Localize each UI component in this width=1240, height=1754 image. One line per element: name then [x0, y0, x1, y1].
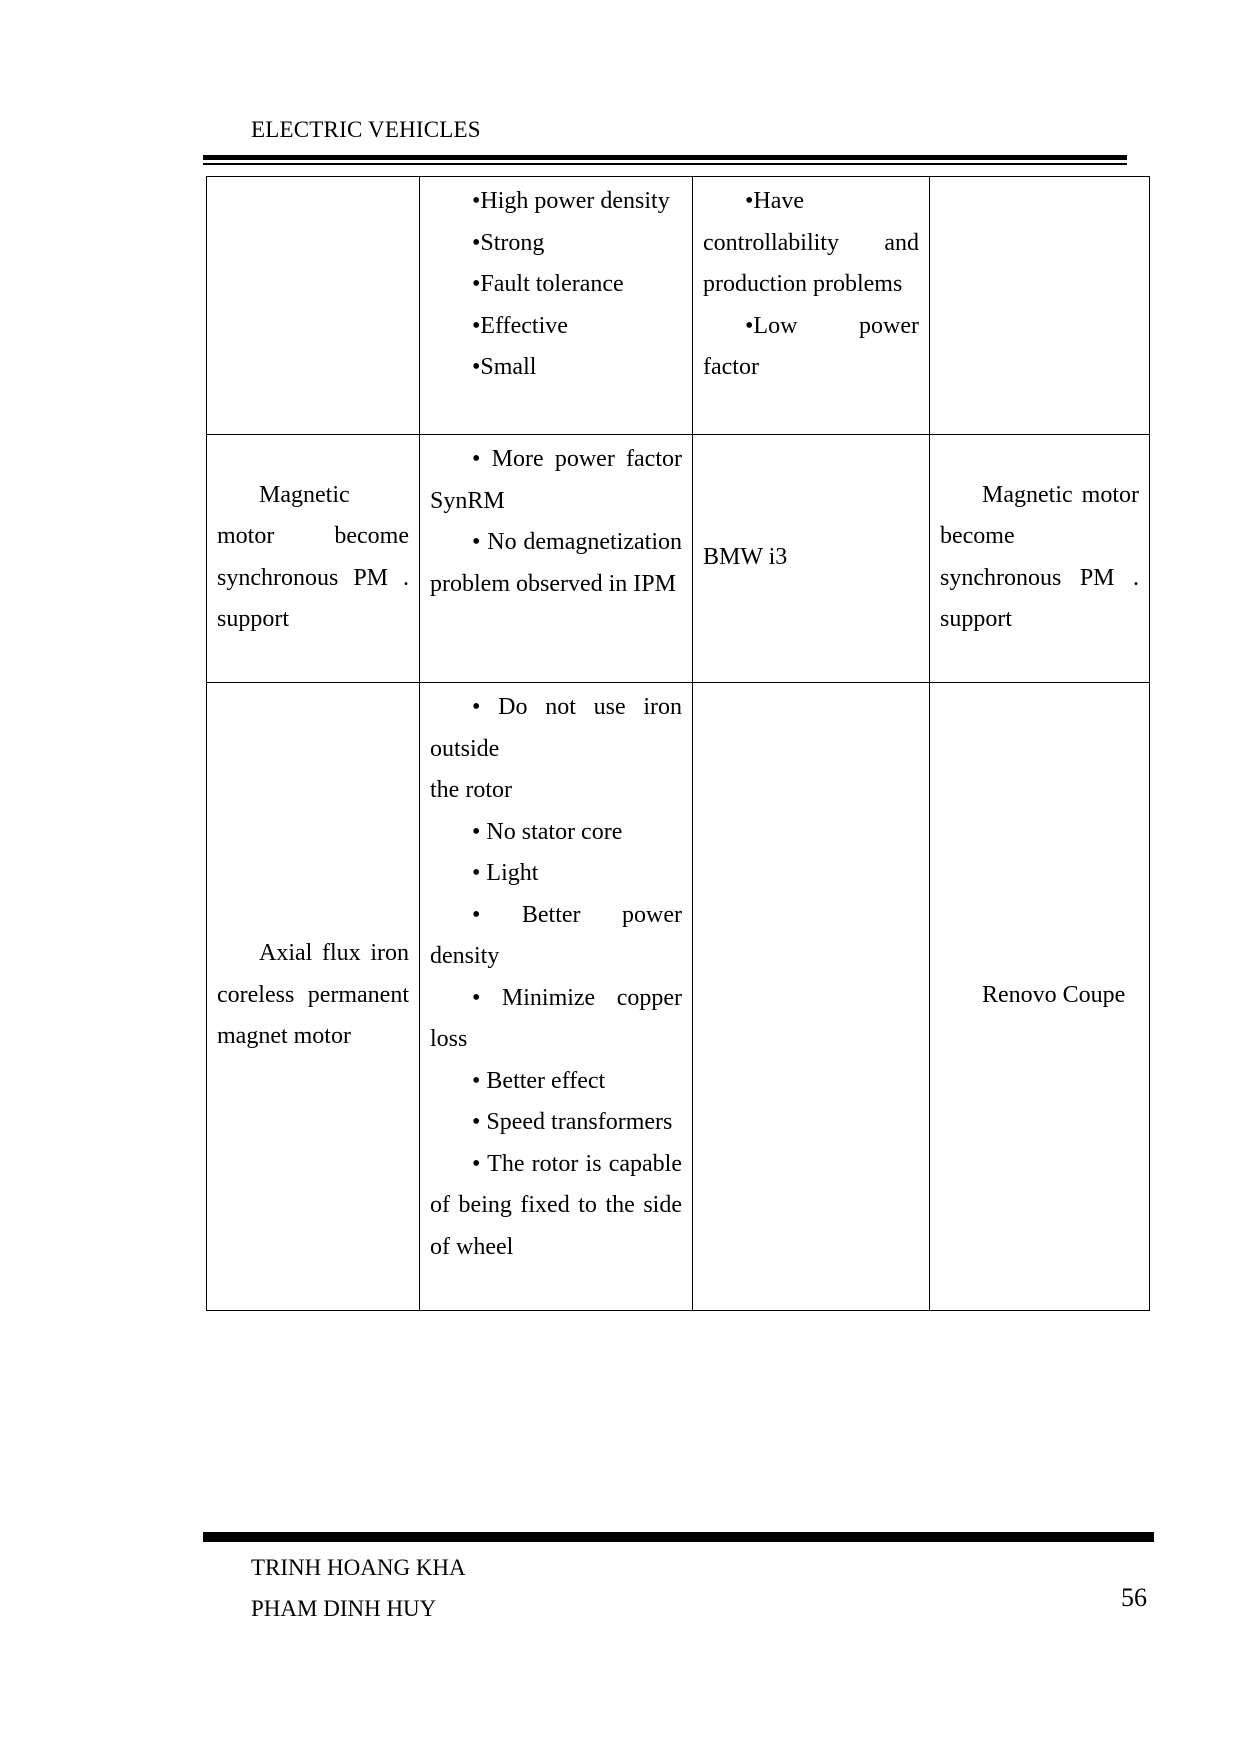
- table-cell-motor-type: [207, 435, 420, 683]
- list-item: • The rotor is capable of being fixed to the side of wheel: [430, 1150, 682, 1260]
- list-item: • Light: [472, 860, 539, 886]
- table-cell-advantages: [420, 435, 693, 683]
- list-item: • No stator core: [472, 818, 623, 845]
- table-cell-application: [930, 435, 1150, 683]
- list-item: • Do not use iron outside: [430, 694, 682, 762]
- table-cell-advantages: [420, 177, 693, 435]
- list-item: • Better power density: [430, 901, 682, 969]
- table-row: [207, 683, 1150, 1311]
- running-header-title: ELECTRIC VEHICLES: [251, 117, 481, 142]
- footer-rule: [203, 1532, 1154, 1542]
- table-cell-application: [930, 177, 1150, 435]
- header-rule-thick: [203, 155, 1127, 160]
- list-item: •High power density: [472, 188, 670, 214]
- cell-text: Renovo Coupe: [982, 981, 1126, 1008]
- list-item: • Minimize copper loss: [430, 984, 682, 1052]
- page-number: 56: [1121, 1583, 1147, 1612]
- header-rule-thin: [203, 163, 1127, 165]
- list-item: • Better effect: [472, 1067, 606, 1094]
- table-cell-disadvantages: [693, 177, 930, 435]
- cell-text: Axial flux iron coreless permanent magnet motor: [217, 940, 409, 1050]
- table-cell-disadvantages: [693, 683, 930, 1311]
- table-cell-disadvantages: [693, 435, 930, 683]
- table-row: [207, 435, 1150, 683]
- list-item: •Fault tolerance: [472, 271, 624, 297]
- list-item: •Have controllability and production problems: [703, 188, 919, 297]
- list-item: • No demagnetization problem observed in IPM: [430, 529, 682, 597]
- table-cell-advantages: [420, 683, 693, 1311]
- list-item: •Effective: [472, 312, 568, 339]
- table-cell-motor-type: [207, 683, 420, 1311]
- cell-text: Magnetic motor become synchronous PM . support: [217, 481, 409, 632]
- list-item: •Small: [472, 354, 537, 380]
- author-name: TRINH HOANG KHA: [251, 1555, 466, 1580]
- list-item: •Low power factor: [703, 312, 919, 380]
- author-name: PHAM DINH HUY: [251, 1596, 437, 1621]
- list-item: • More power factor SynRM: [430, 446, 682, 514]
- cell-text: BMW i3: [703, 543, 788, 570]
- table-cell-motor-type: [207, 177, 420, 435]
- cell-text: Magnetic motor become synchronous PM . support: [940, 481, 1139, 632]
- list-item: • Speed transformers: [472, 1109, 673, 1135]
- table-cell-application: [930, 683, 1150, 1311]
- list-item: the rotor: [430, 777, 512, 803]
- list-item: •Strong: [472, 229, 545, 256]
- table-row: [207, 177, 1150, 435]
- motor-comparison-table: [206, 176, 1150, 1311]
